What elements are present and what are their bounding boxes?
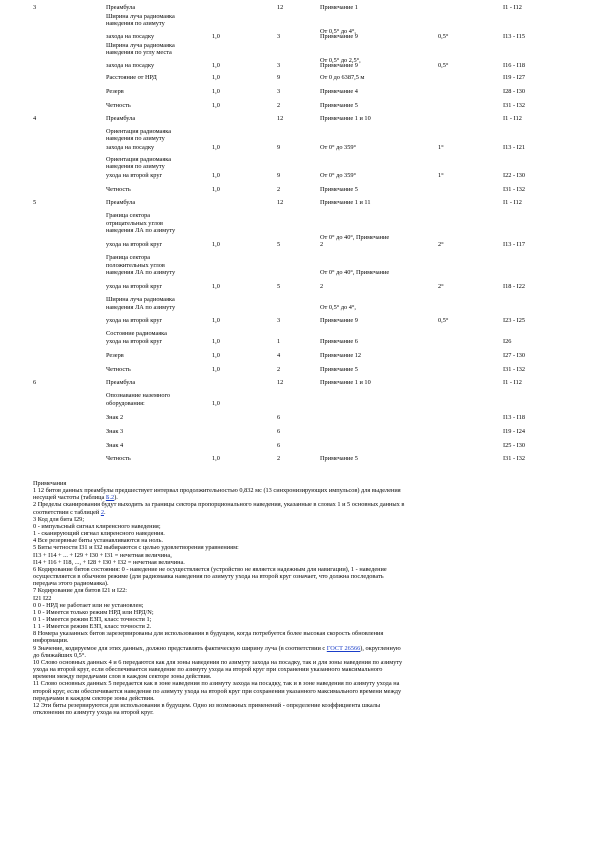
function-cell: Ориентация радиомаяка: [106, 128, 172, 135]
note-text: Примечания: [33, 480, 67, 487]
bit-position-cell: I22 - I30: [503, 172, 526, 179]
resolution-cell: 0,5°: [438, 62, 449, 69]
bit-position-cell: I13 - I17: [503, 241, 526, 248]
lsb-weight-cell: 1,0: [212, 88, 220, 95]
bit-position-cell: I19 - I27: [503, 74, 526, 81]
bit-count-cell: 12: [277, 4, 284, 11]
note-text: I14 + I16 + I18, ..., + I28 + I30 + I32 = нечетная величина.: [33, 558, 185, 566]
note-text: 2 Пределы сканирования будут выходить за границы сектора пропорционального наведения, указанные в словах 1 и 5 основных данных в: [33, 501, 405, 509]
note-text: 5 Биты четности I31 и I32 выбираются с целью удовлетворения уравнениям:: [33, 544, 239, 552]
range-cell: 2: [320, 241, 324, 248]
word-number-cell: 3: [33, 4, 37, 11]
reference-link[interactable]: ГОСТ 26566: [326, 644, 361, 652]
range-cell: Примечание 12: [320, 352, 362, 359]
note-line: [33, 480, 573, 487]
function-cell: Ширина луча радиомаяка: [106, 42, 175, 49]
function-cell: наведения по азимуту: [106, 163, 165, 170]
bit-count-cell: 5: [277, 241, 281, 248]
bit-count-cell: 12: [277, 379, 284, 386]
bit-position-cell: I1 - I12: [503, 379, 522, 386]
note-text: второй круг, если обеспечивается наведение по азимуту ухода на второй круг при сохранении указанного максимального времени между: [33, 687, 402, 695]
range-cell: Примечание 5: [320, 455, 358, 462]
bit-position-cell: I28 - I30: [503, 88, 526, 95]
note-line: [33, 509, 573, 516]
function-cell: ухода на второй круг: [106, 338, 163, 345]
note-text: ухода на второй круг, если обеспечивается наведение по азимуту ухода на второй круг при сохранении указанного максимального: [33, 666, 383, 674]
lsb-weight-cell: 1,0: [212, 102, 220, 109]
function-cell: ухода на второй круг: [106, 317, 163, 324]
function-cell: захода на посадку: [106, 62, 155, 69]
bit-position-cell: I19 - I24: [503, 428, 526, 435]
lsb-weight-cell: 1,0: [212, 455, 220, 462]
bit-count-cell: 12: [277, 199, 284, 206]
note-text: 1 1 - Имеется режим ЕЗП, класс точности 2.: [33, 623, 152, 631]
resolution-cell: 1°: [438, 172, 444, 179]
lsb-weight-cell: 1,0: [212, 317, 220, 324]
note-text: 12 Эти биты резервируются для использования в будущем. Одно из возможных применений - определение коэффициента шкалы: [33, 701, 381, 709]
bit-count-cell: 6: [277, 414, 281, 421]
bit-count-cell: 2: [277, 455, 281, 462]
note-text: 6 Кодирование битов состояния: 0 - наведение не осуществляется (устройство не является надежным для навигации), 1 - наведение: [33, 565, 387, 573]
range-cell: От 0,5° до 4°,: [320, 28, 357, 35]
lsb-weight-cell: 1,0: [212, 283, 220, 290]
range-cell: От 0,5° до 4°,: [320, 304, 357, 311]
function-cell: захода на посадку: [106, 33, 155, 40]
function-cell: Ширина луча радиомаяка: [106, 296, 175, 303]
bit-count-cell: 12: [277, 115, 284, 122]
note-text: 1 12 битов данных преамбулы предшествует интервал продолжительностью 0,832 мс (13 синхронизирующих импульсов) для выделения: [33, 487, 401, 495]
note-line: [33, 544, 573, 551]
note-text: 0 0 - НРД не работает или не установлен;: [33, 601, 144, 609]
note-line: [33, 695, 573, 702]
lsb-weight-cell: 1,0: [212, 172, 220, 179]
bit-position-cell: I23 - I25: [503, 317, 526, 324]
note-line: [33, 587, 573, 594]
note-line: [33, 602, 573, 609]
note-line: [33, 702, 573, 709]
note-line: [33, 566, 573, 573]
function-cell: Четность: [106, 366, 131, 373]
lsb-weight-cell: 1,0: [212, 241, 220, 248]
function-cell: Преамбула: [106, 379, 136, 386]
function-cell: Граница сектора: [106, 212, 151, 219]
range-cell: От 0 до 6387,5 м: [320, 74, 365, 81]
word-number-cell: 4: [33, 115, 37, 122]
function-cell: Преамбула: [106, 115, 136, 122]
note-text: 9 Значение, кодируемое для этих данных, должно представлять фактическую ширину луча (в соответствии с: [33, 644, 327, 652]
bit-position-cell: I13 - I18: [503, 414, 526, 421]
note-text: I13 + I14 + ... + I29 + I30 + I31 = нечетная величина,: [33, 551, 172, 559]
range-cell: От 0° до 40°, Примечание: [320, 234, 390, 241]
note-text: соответствии с таблицей: [33, 508, 101, 516]
function-cell: наведения ЛА по азимуту: [106, 304, 176, 311]
range-cell: Примечание 5: [320, 186, 358, 193]
note-text: ).: [114, 494, 118, 502]
range-cell: От 0° до 359°: [320, 172, 357, 179]
note-line: [33, 516, 573, 523]
note-text: 8 Номера указанных битов зарезервированы для использования в будущем, когда потребуется более высокая скорость обновления: [33, 630, 384, 638]
lsb-weight-cell: 1,0: [212, 144, 220, 151]
bit-count-cell: 4: [277, 352, 281, 359]
resolution-cell: 0,5°: [438, 33, 449, 40]
bit-position-cell: I31 - I32: [503, 186, 526, 193]
function-cell: Ориентация радиомаяка: [106, 156, 172, 163]
resolution-cell: 1°: [438, 144, 444, 151]
function-cell: положительных углов: [106, 262, 165, 269]
note-text: 7 Кодирование для битов I21 и I22:: [33, 587, 128, 595]
lsb-weight-cell: 1,0: [212, 33, 220, 40]
function-cell: Опознавание наземного: [106, 392, 171, 399]
function-cell: Ширина луча радиомаяка: [106, 13, 175, 20]
resolution-cell: 0,5°: [438, 317, 449, 324]
function-cell: наведения ЛА по азимуту: [106, 227, 176, 234]
note-line: [33, 580, 573, 587]
function-cell: наведения по азимуту: [106, 135, 165, 142]
range-cell: Примечание 1 и 11: [320, 199, 371, 206]
note-line: [33, 537, 573, 544]
function-cell: отрицательных углов: [106, 220, 163, 227]
bit-position-cell: I1 - I12: [503, 4, 522, 11]
note-line: [33, 616, 573, 623]
range-cell: Примечание 9: [320, 317, 358, 324]
note-line: [33, 595, 573, 602]
bit-count-cell: 2: [277, 186, 281, 193]
note-line: [33, 573, 573, 580]
note-text: 1 0 - Имеется только режим НРД или НРД/N;: [33, 608, 154, 616]
bit-count-cell: 1: [277, 338, 281, 345]
note-line: [33, 630, 573, 637]
bit-position-cell: I26: [503, 338, 512, 345]
function-cell: Знак 2: [106, 414, 124, 421]
note-line: [33, 680, 573, 687]
lsb-weight-cell: 1,0: [212, 352, 220, 359]
note-text: 0 - импульсный сигнал клиренсного наведения;: [33, 522, 161, 530]
range-cell: От 0,5° до 2,5°,: [320, 57, 361, 64]
note-line: [33, 559, 573, 566]
range-cell: Примечание 9: [320, 62, 358, 69]
function-cell: наведения ЛА по азимуту: [106, 269, 176, 276]
bit-position-cell: I31 - I32: [503, 455, 526, 462]
word-number-cell: 6: [33, 379, 37, 386]
range-cell: От 0° до 359°: [320, 144, 357, 151]
range-cell: Примечание 4: [320, 88, 358, 95]
lsb-weight-cell: 1,0: [212, 366, 220, 373]
note-line: [33, 637, 573, 644]
function-cell: Состояние радиомаяка: [106, 330, 167, 337]
function-cell: захода на посадку: [106, 144, 155, 151]
bit-count-cell: 3: [277, 317, 281, 324]
note-text: .: [103, 508, 106, 516]
function-cell: Преамбула: [106, 4, 136, 11]
function-cell: наведения по азимуту: [106, 20, 165, 27]
function-cell: Преамбула: [106, 199, 136, 206]
bit-count-cell: 9: [277, 144, 281, 151]
lsb-weight-cell: 1,0: [212, 338, 220, 345]
note-line: [33, 609, 573, 616]
bit-count-cell: 2: [277, 102, 281, 109]
bit-count-cell: 5: [277, 283, 281, 290]
bit-count-cell: 6: [277, 442, 281, 449]
function-cell: наведения по углу места: [106, 49, 172, 56]
lsb-weight-cell: 1,0: [212, 400, 220, 407]
note-text: 3 Код для бита I29;: [33, 515, 85, 523]
function-cell: Знак 3: [106, 428, 124, 435]
note-line: [33, 523, 573, 530]
note-text: отклонения по азимуту ухода на второй круг.: [33, 709, 154, 716]
bit-position-cell: I13 - I21: [503, 144, 526, 151]
notes-section: [33, 480, 573, 716]
function-cell: Граница сектора: [106, 254, 151, 261]
note-text: передачами в каждом секторе зоны действия.: [33, 694, 155, 702]
bit-position-cell: I31 - I32: [503, 366, 526, 373]
bit-position-cell: I27 - I30: [503, 352, 526, 359]
note-line: [33, 688, 573, 695]
bit-position-cell: I31 - I32: [503, 102, 526, 109]
note-line: [33, 552, 573, 559]
function-cell: Четность: [106, 455, 131, 462]
note-text: I21 I22: [33, 594, 52, 602]
bit-count-cell: 3: [277, 88, 281, 95]
range-cell: Примечание 1 и 10: [320, 379, 371, 386]
function-cell: Резерв: [106, 88, 124, 95]
note-text: времени между передачами слов в каждом секторе зоны действия.: [33, 673, 212, 681]
range-cell: 2: [320, 283, 324, 290]
word-number-cell: 5: [33, 199, 37, 206]
note-text: информации.: [33, 637, 69, 645]
bit-count-cell: 2: [277, 366, 281, 373]
resolution-cell: 2°: [438, 241, 444, 248]
note-text: 1 - сканирующий сигнал клиренсного наведения.: [33, 530, 165, 538]
function-cell: Знак 4: [106, 442, 124, 449]
function-cell: оборудования:: [106, 400, 145, 407]
note-text: до ближайших 0,5°.: [33, 651, 86, 659]
range-cell: Примечание 5: [320, 366, 358, 373]
function-cell: ухода на второй круг: [106, 283, 163, 290]
bit-position-cell: I1 - I12: [503, 199, 522, 206]
bit-count-cell: 9: [277, 74, 281, 81]
note-line: [33, 645, 573, 652]
bit-count-cell: 9: [277, 172, 281, 179]
note-line: [33, 666, 573, 673]
lsb-weight-cell: 1,0: [212, 186, 220, 193]
reference-link[interactable]: Б.2: [105, 494, 115, 502]
bit-position-cell: I16 - I18: [503, 62, 526, 69]
range-cell: Примечание 9: [320, 33, 358, 40]
note-line: [33, 652, 573, 659]
function-cell: ухода на второй круг: [106, 241, 163, 248]
note-line: [33, 709, 573, 716]
bit-count-cell: 6: [277, 428, 281, 435]
range-cell: Примечание 5: [320, 102, 358, 109]
note-text: 10 Слово основных данных 4 и 6 передаются как для зоны наведения по азимуту захода на посадку, так и для зоны наведения по азимуту: [33, 658, 403, 666]
note-text: несущей частоты (таблица: [33, 494, 106, 502]
note-line: [33, 659, 573, 666]
function-cell: Четность: [106, 186, 131, 193]
function-cell: Расстояние от НРД: [106, 74, 157, 81]
range-cell: Примечание 6: [320, 338, 358, 345]
note-text: 11 Слово основных данных 5 передается как в зоне наведения по азимуту захода на посадку, так и в зоне наведения по азимуту ухода на: [33, 680, 400, 688]
note-line: [33, 530, 573, 537]
note-text: передача этого радиомаяка).: [33, 580, 109, 588]
function-cell: Резерв: [106, 352, 124, 359]
bit-count-cell: 3: [277, 33, 281, 40]
bit-position-cell: I25 - I30: [503, 442, 526, 449]
note-text: ), округленную: [360, 644, 401, 652]
resolution-cell: 2°: [438, 283, 444, 290]
lsb-weight-cell: 1,0: [212, 62, 220, 69]
function-cell: ухода на второй круг: [106, 172, 163, 179]
note-line: [33, 487, 573, 494]
note-text: осуществляется в обычном режиме (для радиомаяка наведения по азимуту ухода на второй круг означает, что должна последовать: [33, 573, 384, 581]
bit-position-cell: I18 - I22: [503, 283, 526, 290]
lsb-weight-cell: 1,0: [212, 74, 220, 81]
note-text: 0 1 - Имеется режим ЕЗП, класс точности 1;: [33, 615, 152, 623]
reference-link[interactable]: 2: [100, 508, 104, 516]
note-text: 4 Все резервные биты устанавливаются на ноль.: [33, 537, 163, 545]
note-line: [33, 673, 573, 680]
range-cell: Примечание 1 и 10: [320, 115, 371, 122]
range-cell: От 0° до 40°, Примечание: [320, 269, 390, 276]
note-line: [33, 494, 573, 501]
note-line: [33, 501, 573, 508]
bit-position-cell: I13 - I15: [503, 33, 526, 40]
function-cell: Четность: [106, 102, 131, 109]
range-cell: Примечание 1: [320, 4, 358, 11]
note-line: [33, 623, 573, 630]
bit-count-cell: 3: [277, 62, 281, 69]
bit-position-cell: I1 - I12: [503, 115, 522, 122]
